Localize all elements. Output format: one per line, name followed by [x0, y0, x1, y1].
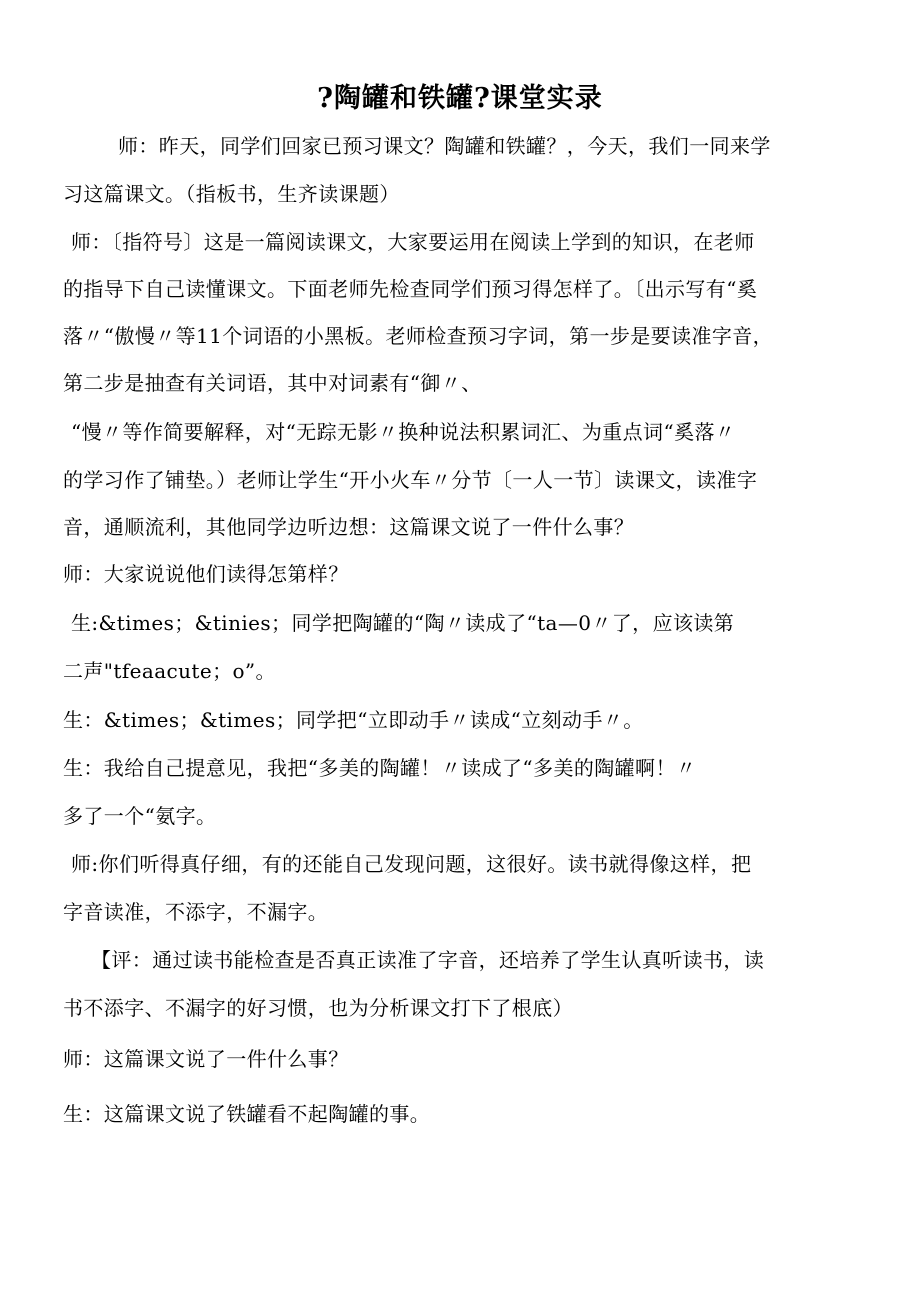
- paragraph-line: “慢〃等作简要解释，对“无踪无影〃换种说法积累词汇、为重点词“奚落〃: [71, 420, 736, 444]
- paragraph-line: 的指导下自己读懂课文。下面老师先检查同学们预习得怎样了。〔出示写有“奚: [63, 277, 758, 301]
- paragraph-line: 生:&times；&tinies；同学把陶罐的“陶〃读成了“ta—0〃了，应该读第: [71, 611, 735, 635]
- paragraph-line: 多了一个“氨字。: [63, 804, 217, 828]
- paragraph-line: 师：〔指符号〕这是一篇阅读课文，大家要运用在阅读上学到的知识，在老师: [71, 230, 755, 254]
- paragraph-line: 的学习作了铺垫。）老师让学生“开小火车〃分节〔一人一节〕读课文，读准字: [63, 468, 758, 492]
- paragraph-line: 音，通顺流利，其他同学边听边想：这篇课文说了一件什么事？: [63, 515, 635, 539]
- paragraph-line: 生：&times；&times；同学把“立即动手〃读成“立刻动手〃。: [63, 708, 644, 732]
- document-title: ?陶罐和铁罐?课堂实录: [317, 83, 603, 114]
- paragraph-line: 师：昨天，同学们回家已预习课文？陶罐和铁罐？，今天，我们一同来学: [118, 134, 771, 158]
- paragraph-line: 【评：通过读书能检查是否真正读准了字音，还培养了学生认真听读书，读: [91, 948, 765, 972]
- paragraph-line: 师：大家说说他们读得怎第样？: [63, 562, 349, 586]
- paragraph-line: 书不添字、不漏字的好习惯，也为分析课文打下了根底）: [63, 996, 573, 1020]
- paragraph-line: 师:你们听得真仔细，有的还能自己发现问题，这很好。读书就得像这样，把: [71, 852, 752, 876]
- paragraph-line: 生：我给自己提意见，我把“多美的陶罐！〃读成了“多美的陶罐啊！〃: [63, 756, 697, 780]
- paragraph-line: 生：这篇课文说了铁罐看不起陶罐的事。: [63, 1102, 431, 1126]
- paragraph-line: 字音读准，不添字，不漏字。: [63, 900, 329, 924]
- paragraph-line: 二声"tfeaacute；o”。: [63, 659, 276, 683]
- paragraph-line: 第二步是抽查有关词语，其中对词素有“御〃、: [63, 371, 482, 395]
- paragraph-line: 师：这篇课文说了一件什么事？: [63, 1047, 349, 1071]
- paragraph-line: 习这篇课文。（指板书，生齐读课题）: [63, 182, 400, 206]
- paragraph-line: 落〃“傲慢〃等11个词语的小黑板。老师检查预习字词，第一步是要读准字音，: [63, 324, 774, 348]
